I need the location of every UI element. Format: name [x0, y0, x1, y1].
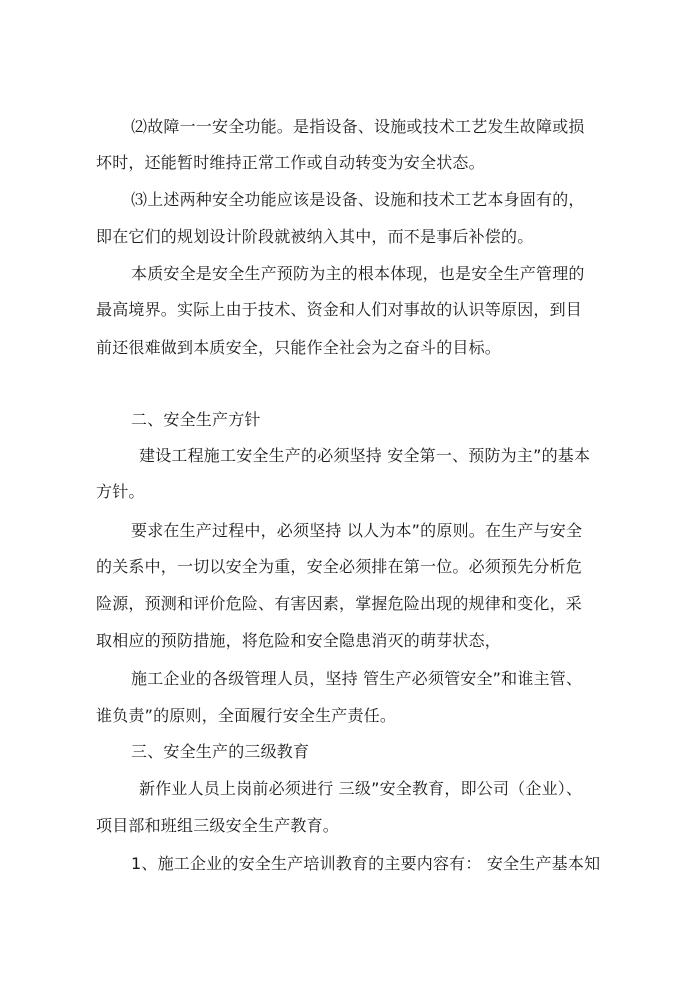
text-line: 方针。	[96, 482, 145, 501]
section-heading: 三、安全生产的三级教育	[131, 742, 310, 761]
section-heading: 二、安全生产方针	[131, 410, 261, 429]
text-line: 取相应的预防措施，将危险和安全隐患消灭的萌芽状态，	[96, 631, 502, 650]
text-line: ⑶上述两种安全功能应该是设备、设施和技术工艺本身固有的，	[131, 190, 585, 209]
text-line: 项目部和班组三级安全生产教育。	[96, 816, 340, 835]
text-line: 施工企业的各级管理人员，坚持 管生产必须管安全”和谁主管、	[131, 669, 583, 688]
text-line: 本质安全是安全生产预防为主的根本体现，也是安全生产管理的	[131, 264, 585, 283]
text-line: 1、施工企业的安全生产培训教育的主要内容有： 安全生产基本知	[131, 854, 601, 873]
text-line: 新作业人员上岗前必须进行 三级”安全教育，即公司（企业）、	[139, 779, 583, 798]
text-line: 坏时，还能暂时维持正常工作或自动转变为安全状态。	[96, 153, 485, 172]
text-line: 最高境界。实际上由于技术、资金和人们对事故的认识等原因，到目	[96, 300, 583, 319]
text-line: 建设工程施工安全生产的必须坚持 安全第一、预防为主”的基本	[139, 446, 591, 465]
text-line: ⑵故障一一安全功能。是指设备、设施或技术工艺发生故障或损	[131, 117, 585, 136]
text-line: 谁负责”的原则，全面履行安全生产责任。	[96, 706, 397, 725]
text-line: 前还很难做到本质安全，只能作全社会为之奋斗的目标。	[96, 338, 502, 357]
text-line: 要求在生产过程中，必须坚持 以人为本”的原则。在生产与安全	[131, 521, 583, 540]
text-line: 险源，预测和评价危险、有害因素，掌握危险出现的规律和变化，采	[96, 594, 583, 613]
text-line: 即在它们的规划设计阶段就被纳入其中，而不是事后补偿的。	[96, 227, 534, 246]
text-line: 的关系中，一切以安全为重，安全必须排在第一位。必须预先分析危	[96, 557, 583, 576]
